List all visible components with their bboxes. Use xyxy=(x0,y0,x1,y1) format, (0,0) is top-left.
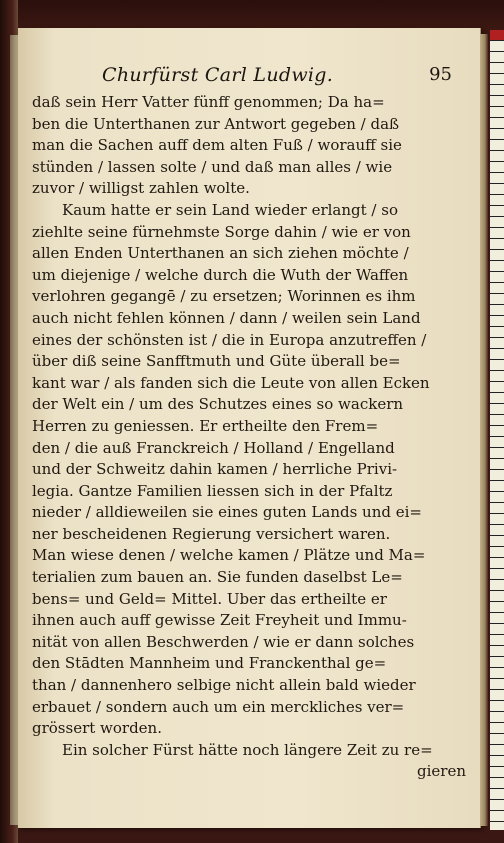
text-line: Herren zu geniessen. Er ertheilte den Frem= xyxy=(32,416,379,435)
running-head: Churfürst Carl Ludwig. xyxy=(102,64,334,86)
text-line: legia. Gantze Familien liessen sich in der Pfaltz xyxy=(32,481,393,500)
text-line: nität von allen Beschwerden / wie er dann solches xyxy=(32,632,415,651)
text-line: terialien zum bauen an. Sie funden daselbst Le= xyxy=(32,568,403,587)
text-line: nieder / alldieweilen sie eines guten Lands und ei= xyxy=(32,503,422,522)
text-line: ihnen auch auff gewisse Zeit Freyheit und Immu- xyxy=(32,611,407,630)
paragraph-start-line: Ein solcher Fürst hätte noch längere Zeit zu re= xyxy=(62,740,433,759)
text-line: auch nicht fehlen können / dann / weilen sein Land xyxy=(32,308,421,327)
page-number: 95 xyxy=(429,64,452,85)
text-line: erbauet / sondern auch um ein merckliches ver= xyxy=(32,697,405,716)
text-line: über diß seine Sanfftmuth und Güte überall be= xyxy=(32,352,401,371)
paragraph-start-line: Kaum hatte er sein Land wieder erlangt / so xyxy=(62,200,398,219)
page-header xyxy=(80,64,460,92)
text-line: verlohren gegangē / zu ersetzen; Worinnen es ihm xyxy=(32,287,416,306)
text-line: bens= und Geld= Mittel. Uber das ertheilte er xyxy=(32,589,387,608)
text-line: den Stādten Mannheim und Franckenthal ge= xyxy=(32,654,387,673)
text-line: allen Enden Unterthanen an sich ziehen möchte / xyxy=(32,244,409,263)
text-line: zuvor / willigst zahlen wolte. xyxy=(32,179,250,198)
text-line: ziehlte seine fürnehmste Sorge dahin / wie er von xyxy=(32,222,411,241)
text-line: den / die auß Franckreich / Holland / Engelland xyxy=(32,438,395,457)
page-edge xyxy=(480,34,488,826)
text-line: kant war / als fanden sich die Leute von allen Ecken xyxy=(32,373,430,392)
body-text xyxy=(32,92,468,783)
text-line: ben die Unterthanen zur Antwort gegeben / daß xyxy=(32,114,400,133)
text-line: der Welt ein / um des Schutzes eines so wackern xyxy=(32,395,404,414)
text-line: daß sein Herr Vatter fünff genommen; Da ha= xyxy=(32,93,385,111)
text-line: grössert worden. xyxy=(32,719,162,738)
text-line: stünden / lassen solte / und daß man alles / wie xyxy=(32,157,393,176)
text-line: eines der schönsten ist / die in Europa anzutreffen / xyxy=(32,330,427,349)
backdrop xyxy=(0,0,504,30)
catchword: gieren xyxy=(417,762,466,781)
text-line: than / dannenhero selbige nicht allein bald wieder xyxy=(32,676,416,695)
text-line: und der Schweitz dahin kamen / herrliche Privi- xyxy=(32,460,398,479)
scale-marker xyxy=(490,30,504,40)
text-line: um diejenige / welche durch die Wuth der Waffen xyxy=(32,265,409,284)
text-line: Man wiese denen / welche kamen / Plätze und Ma= xyxy=(32,546,426,565)
text-line: ner bescheidenen Regierung versichert waren. xyxy=(32,524,391,543)
measuring-scale xyxy=(490,30,504,830)
text-line: man die Sachen auff dem alten Fuß / worauff sie xyxy=(32,136,402,155)
